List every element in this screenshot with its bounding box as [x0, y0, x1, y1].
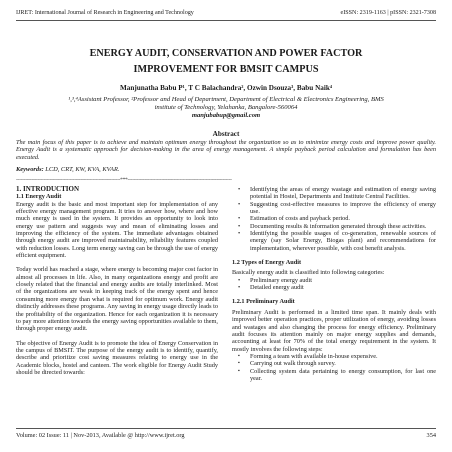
intro-paragraph-3: The objective of Energy Audit is to promote the idea of Energy Conservation in the campus of BMSIT. The purpose of the energy audit is to identify, quantify, describe and prioritize cost saving measures relating to energy use in the Academic blocks, hostel and canteen. The work eligible for Energy Audit Study should be directed towards:: [16, 339, 218, 376]
steps-list: [232, 353, 436, 382]
footer-volume: Volume: 02 Issue: 11 | Nov-2013, Available @ http://www.ijret.org: [16, 432, 185, 439]
energy-audit-heading: 1.1 Energy Audit: [16, 193, 62, 201]
affiliation-line-2: institute of Technology, Yelahanka, Bangalore-560064: [154, 104, 298, 112]
types-list: [232, 277, 436, 292]
list-item: • Identifying the possible usages of co-generation, renewable sources of energy (say Solar Energy, Biogas plant) and recommendations for implementation, wherever possible, with cost benefit analysis.: [232, 230, 436, 252]
header-rule: [16, 20, 436, 21]
journal-name: IJRET: International Journal of Research in Engineering and Technology: [16, 10, 194, 16]
abstract-heading: Abstract: [212, 130, 240, 138]
affiliation-line-1: ¹,³,⁴Assistant Professor, ²Professor and Head of Department, Department of Electrical & Electronics Engineering, BMS: [68, 96, 384, 103]
intro-heading: 1. INTRODUCTION: [16, 185, 80, 193]
list-item: ▪ Forming a team with available in-house expensive.: [232, 353, 436, 360]
objectives-list: [232, 186, 436, 252]
paper-title: [0, 46, 452, 78]
list-item: • Estimation of costs and payback period.: [232, 215, 436, 222]
footer-rule: [16, 428, 436, 429]
title-line-1: ENERGY AUDIT, CONSERVATION AND POWER FACTOR: [89, 48, 363, 59]
abstract-text: The main focus of this paper is to achieve and maintain optimum energy throughout the organization so as to minimize energy costs and improve power quality. Energy Audit is a systematic approach for decision-making in the area of energy management. A simple payback period calculation and formulation has been executed.: [16, 139, 436, 161]
journal-header: [0, 10, 452, 16]
author-list: Manjunatha Babu P¹, T C Balachandra², Ozwin Dsouza³, Babu Naik⁴: [119, 84, 333, 92]
list-item: • Documenting results & information generated through these activities.: [232, 223, 436, 230]
list-item: • Detailed energy audit: [232, 284, 436, 291]
keywords-label: Keywords:: [16, 166, 44, 173]
intro-paragraph-1: Energy audit is the basic and most important step for implementation of any effective energy management program. It tries to answer how, where and how much energy is used in the system. It provides an opportunity to look into energy use pattern and suggests way and mean of eliminating losses and improving the efficiency of the system. The immediate advantages obtained through energy audit are improved maintainability, reliability features coupled with reduction losses. Long term energy saving can be through the use of energy efficient equipment.: [16, 200, 218, 260]
list-item: • Identifying the areas of energy wastage and estimation of energy saving potential in Hostel, Departments and Institute Central Facilities.: [232, 186, 436, 201]
keywords: [16, 166, 119, 173]
list-item: • Suggesting cost-effective measures to improve the efficiency of energy use.: [232, 201, 436, 216]
preliminary-audit-text: Preliminary Audit is performed in a limited time span. It mainly deals with improved better operation practices, proper utilization of energy, avoiding losses and wastages and also changing the process for energy efficiency. Preliminary audit focuses its attention mainly on major energy supplies and demands, accounting at least for 70% of the total energy requirement in the system. It mostly involves the following steps:: [232, 308, 436, 353]
title-line-2: IMPROVEMENT FOR BMSIT CAMPUS: [133, 64, 319, 75]
intro-paragraph-2: Today world has reached a stage, where energy is becoming major cost factor in almost all processes in life. Also, in many organizations energy and profit are closely related that the financial and energy audits are totally interlinked. Most of the organizations are weak in keeping track of the energy spent and hence consuming more energy than what is required for optimum work. Energy audit distinctly addresses these programs. Any saving in energy usage directly leads to the profitability of the organization. Hence for each organization it is necessary to pay more attention towards the energy saving opportunities available to them, through proper energy audit.: [16, 266, 218, 333]
section-divider: --------------------------------------------------------------------***--------------------------------------------------------------------: [16, 177, 232, 183]
journal-issn: eISSN: 2319-1163 | pISSN: 2321-7308: [340, 10, 436, 16]
list-item: • Preliminary energy audit: [232, 277, 436, 284]
affiliation: [30, 96, 422, 121]
list-item: ▪ Collecting system data pertaining to energy consumption, for last one year.: [232, 368, 436, 383]
left-column: [16, 186, 218, 376]
preliminary-audit-heading: 1.2.1 Preliminary Audit: [232, 298, 295, 306]
keywords-text: LCD, CRT, KW, KVA, KVAR.: [43, 166, 120, 173]
types-heading: 1.2 Types of Energy Audit: [232, 259, 302, 267]
page-footer: [16, 432, 436, 439]
right-column: [232, 186, 436, 382]
page-number: 354: [426, 432, 436, 439]
author-email[interactable]: manjubabup@gmail.com: [191, 112, 261, 120]
types-intro: Basically energy audit is classified into following categories:: [232, 269, 385, 277]
list-item: ▪ Carrying out walk through survey.: [232, 360, 436, 367]
